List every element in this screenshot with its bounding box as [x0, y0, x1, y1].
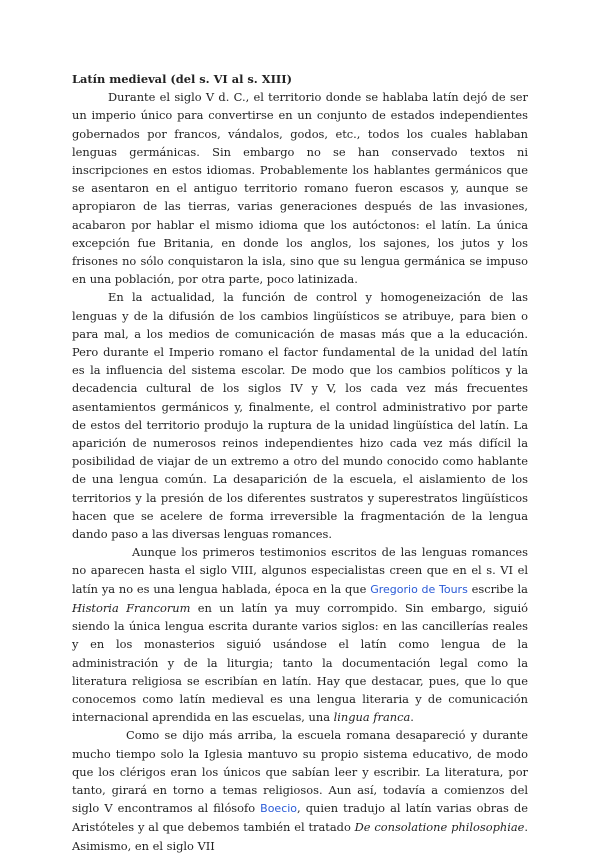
- paragraph-1: Durante el siglo V d. C., el territorio donde se hablaba latín dejó de ser un imperio único para convertirse en un conjunto de estados independientes gobernados por francos, vándalos, godos, etc., todos los cuales hablaban lenguas germánicas. Sin embargo no se han conservado textos ni inscripciones en estos idiomas. Probablemente los hablantes germánicos que se asentaron en el antiguo territorio romano fueron escasos y, aunque se apropiaron de las tierras, varias generaciones después de las invasiones, acabaron por hablar el mismo idioma que los autóctonos: el latín. La única excepción fue Britania, en donde los anglos, los sajones, los jutos y los frisones no sólo conquistaron la isla, sino que su lengua germánica se impuso en una población, por otra parte, poco latinizada.: [72, 90, 528, 287]
- paragraph-3: [72, 543, 528, 726]
- paragraph-4: [72, 726, 528, 854]
- paragraph-4-text-a: Como se dijo más arriba, la escuela romana desapareció y durante mucho tiempo solo la Iglesia mantuvo su propio sistema educativo, de modo que los clérigos eran los únicos que sabían leer y escribir. La literatura, por tanto, girará en torno a temas religiosos. Aun así, todavía a comienzos del siglo V encontramos al filósofo: [72, 728, 528, 816]
- paragraph-4-text-c: . Asimismo, en el siglo VII: [72, 820, 528, 853]
- paragraph-3-text-a: Aunque los primeros testimonios escritos de las lenguas romances no aparecen hasta el siglo VIII, algunos especialistas creen que en el s. VI el latín ya no es una lengua hablada, época en la que: [72, 545, 528, 596]
- section-title: Latín medieval (del s. VI al s. XIII): [72, 72, 292, 86]
- boecio-link[interactable]: Boecio: [260, 802, 298, 816]
- paragraph-2: En la actualidad, la función de control y homogeneización de las lenguas y de la difusión de los cambios lingüísticos se atribuye, para bien o para mal, a los medios de comunicación de masas más que a la educación. Pero durante el Imperio romano el factor fundamental de la unidad del latín es la influencia del sistema escolar. De modo que los cambios políticos y la decadencia cultural de los siglos IV y V, los cada vez más frecuentes asentamientos germánicos y, finalmente, el control administrativo por parte de estos del territorio produjo la ruptura de la unidad lingüística del latín. La aparición de numerosos reinos independientes hizo cada vez más difícil la posibilidad de viajar de un extremo a otro del mundo conocido como hablante de una lengua común. La desaparición de la escuela, el aislamiento de los territorios y la presión de los diferentes sustratos y superestratos lingüísticos hacen que se acelere de forma irreversible la fragmentación de la lengua dando paso a las diversas lenguas romances.: [72, 290, 528, 542]
- historia-francorum-title: Historia Francorum: [72, 600, 191, 615]
- paragraph-3-text-d: .: [410, 710, 414, 725]
- de-consolatione-title: De consolatione philosophiae: [354, 820, 525, 835]
- paragraph-3-text-b: escribe la: [467, 581, 528, 596]
- document-page: [72, 70, 528, 855]
- paragraph-3-text-c: en un latín ya muy corrompido. Sin embargo, siguió siendo la única lengua escrita durante varios siglos: en las cancillerías reales y en los monasterios siguió usándose el latín como lengua de la administración y de la liturgia; tanto la documentación legal como la literatura religiosa se escribían en latín. Hay que destacar, pues, que lo que conocemos como latín medieval es una lengua literaria y de comunicación internacional aprendida en las escuelas, una: [72, 600, 528, 725]
- lingua-franca-term: lingua franca: [333, 710, 411, 725]
- gregorio-de-tours-link[interactable]: Gregorio de Tours: [370, 582, 468, 596]
- paragraph-4-text-b: , quien tradujo al latín varias obras de Aristóteles y al que debemos también el tratado: [72, 801, 528, 835]
